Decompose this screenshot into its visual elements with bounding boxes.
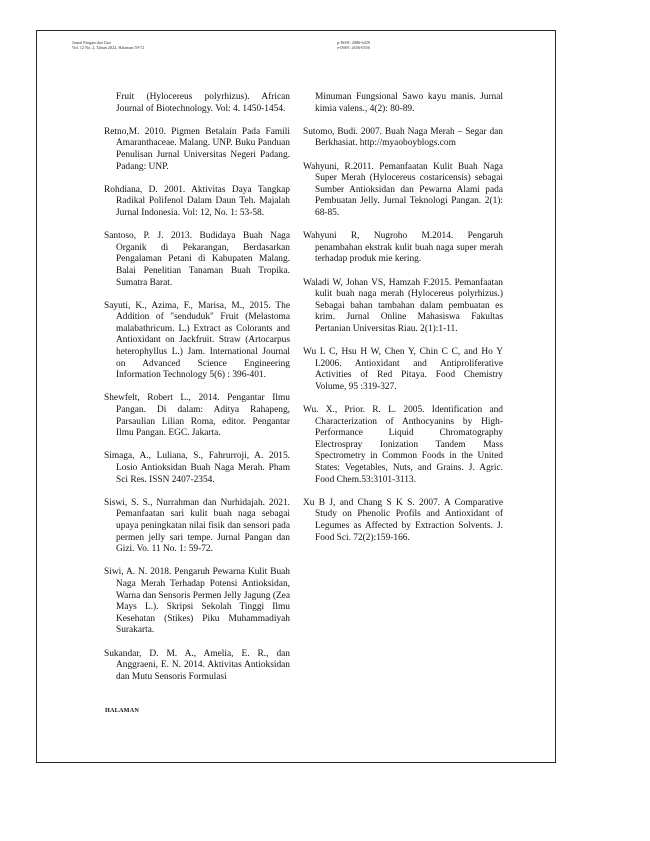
- reference-item: Santoso, P. J. 2013. Budidaya Buah Naga Organik di Pekarangan, Berdasarkan Pengalaman Petani di Kabupaten Malang. Balai Penelitian Tanaman Buah Tropika. Sumatra Barat.: [104, 231, 290, 288]
- reference-item: Rohdiana, D. 2001. Aktivitas Daya Tangkap Radikal Polifenol Dalam Daun Teh. Majalah Jurnal Indonesia. Vol: 12, No. 1: 53-58.: [104, 184, 290, 218]
- reference-item: Wahyuni R, Nugroho M.2014. Pengaruh penambahan ekstrak kulit buah naga super merah terhadap produk mie kering.: [303, 231, 503, 265]
- reference-item: Wahyuni, R.2011. Pemanfaatan Kulit Buah Naga Super Merah (Hylocereus costaricensis) sebagai Sumber Antioksidan dan Pewarna Alami pada Pembuatan Jelly. Jurnal Teknologi Pangan. 2(1): 68-85.: [303, 161, 503, 218]
- reference-item: Wu. X., Prior. R. L. 2005. Identification and Characterization of Anthocyanins by High-Performance Liquid Chromatography Electrospray Ionization Tandem Mass Spectrometry in Common Foods in the United States: Vegetables, Nuts, and Grains. J. Agric. Food Chem.53:3101-3113.: [303, 405, 503, 485]
- e-issn: e-ISSN: 2656-0356: [337, 45, 370, 51]
- reference-item: Siwi, A. N. 2018. Pengaruh Pewarna Kulit Buah Naga Merah Terhadap Potensi Antioksidan, Warna dan Sensoris Permen Jelly Jagung (Zea Mays L.). Skripsi Sekolah Tinggi Ilmu Kesehatan (Stikes) Piku Muhammadiyah Surakarta.: [104, 567, 290, 636]
- reference-item: Retno,M. 2010. Pigmen Betalain Pada Famili Amaranthaceae. Malang. UNP. Buku Panduan Penulisan Jurnal Universitas Negeri Padang. Padang: UNP.: [104, 126, 290, 172]
- reference-item: Siswi, S. S., Nurrahman dan Nurhidajah. 2021. Pemanfaatan sari kulit buah naga sebagai upaya peningkatan nilai fisik dan sensori pada permen jelly sari tempe. Jurnal Pangan dan Gizi. Vo. 11 No. 1: 59-72.: [104, 497, 290, 555]
- journal-name: Jurnal Pangan dan Gizi: [72, 40, 111, 45]
- reference-item: Sayuti, K., Azima, F., Marisa, M., 2015. The Addition of "senduduk" Fruit (Melastoma malabathricum. L.) Extract as Colorants and Antioxidant on Jackfruit. Straw (Artocarpus heterophyllus L.) Jam. International Journal on Advanced Science Engineering Information Technology 5(6) : 396-401.: [104, 300, 290, 381]
- journal-header-right: [337, 40, 457, 50]
- reference-item: Sutomo, Budi. 2007. Buah Naga Merah – Segar dan Berkhasiat. http://myaoboyblogs.com: [303, 126, 503, 149]
- reference-item: Xu B J, and Chang S K S. 2007. A Comparative Study on Phenolic Profils and Antioxidant of Legumes as Affected by Extraction Solvents. J. Food Sci. 72(2):159-166.: [303, 497, 503, 543]
- reference-item: Minuman Fungsional Sawo kayu manis. Jurnal kimia valens., 4(2): 80-89.: [315, 92, 503, 114]
- reference-item: Waladi W, Johan VS, Hamzah F.2015. Pemanfaatan kulit buah naga merah (Hylocereus polyrhizus.) Sebagai bahan tambahan dalam pembuatan es krim. Jurnal Online Mahasiswa Fakultas Pertanian Universitas Riau. 2(1):1-11.: [303, 277, 503, 334]
- reference-item: Shewfelt, Robert L., 2014. Pengantar Ilmu Pangan. Di dalam: Aditya Rahapeng, Parsaulian Lilian Roma, editor. Pengantar Ilmu Pangan. EGC. Jakarta.: [104, 393, 290, 439]
- references-right-column: [303, 92, 503, 556]
- reference-item: Simaga, A., Luliana, S., Fahrurroji, A. 2015. Losio Antioksidan Buah Naga Merah. Pham Sci Res. ISSN 2407-2354.: [104, 451, 290, 485]
- reference-item: Sukandar, D. M. A., Amelia, E. R., dan Anggraeni, E. N. 2014. Aktivitas Antioksidan dan Mutu Sensoris Formulasi: [104, 648, 290, 682]
- p-issn: p-ISSN: 2086-6429: [337, 40, 370, 45]
- reference-item: Wu L C, Hsu H W, Chen Y, Chin C C, and Ho Y I.2006. Antioxidant and Antiproliferative Activities of Red Pitaya. Food Chemistry Volume, 95 :319-327.: [303, 347, 503, 392]
- references-left-column: [104, 92, 290, 695]
- journal-volume: Vol. 12 No. 2, Tahun 2022, Halaman 59-72: [72, 45, 145, 51]
- reference-item: Fruit (Hylocereus polyrhizus). African Journal of Biotechnology. Vol: 4. 1450-1454.: [116, 92, 290, 114]
- journal-header-left: [72, 40, 232, 50]
- page-footer-label: HALAMAN: [105, 707, 140, 714]
